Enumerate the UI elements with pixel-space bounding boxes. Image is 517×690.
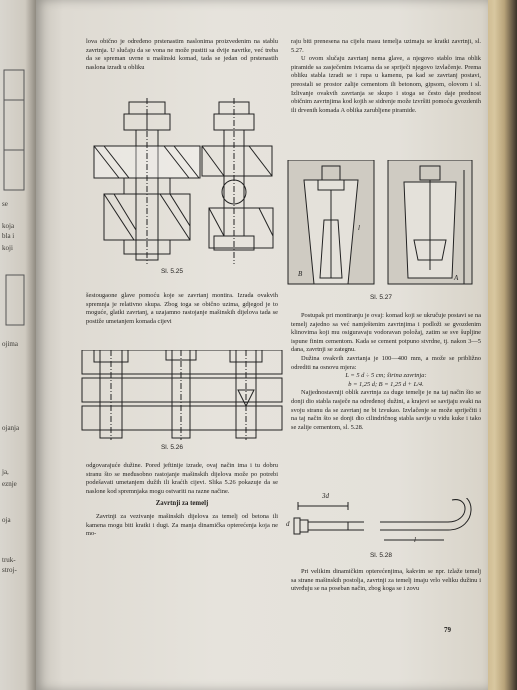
paragraph: raju biti prenesena na cijelu masu temelja uzimaju se kratki zavrtnji, sl. 5.27. bbox=[291, 38, 481, 54]
paragraph: Zavrtnji za vezivanje mašinskih dijelova za temelj od betona ili kamena mogu biti kratki i dugi. Za manja dinamička opterećenja koja ne mo- bbox=[86, 512, 278, 538]
svg-text:l: l bbox=[358, 224, 360, 232]
label-3d: 3d bbox=[322, 492, 329, 500]
column-left-top bbox=[86, 38, 278, 72]
formula: b = 1,25 d; B = 1,25 d + L/4. bbox=[348, 380, 424, 388]
left-fragment: ojanja bbox=[2, 424, 20, 432]
left-fragment: ojima bbox=[2, 340, 18, 348]
section-heading: Zavrtnji za temelj bbox=[155, 500, 209, 508]
formula: L = 5 d ÷ 5 cm; širina zavrtnja: bbox=[345, 372, 427, 380]
svg-text:A: A bbox=[454, 274, 459, 282]
label-l: l bbox=[414, 536, 416, 544]
left-fragment: ja, bbox=[2, 468, 9, 476]
paragraph: lova obično je određeno prstenastim naslonima proizvedenim na stablu zavrtnja. U slučaju da se vona ne može pustiti sa dvije navrtke, već treba da se spreman uvrne u mašinski komad, tada se jedan od prstenastih naslona izradi u obliku bbox=[86, 38, 278, 71]
paragraph: odgovarajuće dužine. Pored jeftinije izrade, ovaj način ima i tu dobru stranu što se međusobno rastojanje mašinskih dijelova može po potrebi podešavati umetanjem dužih ili kraćih cijevi. Slika 5.26 pokazuje da se naslone kod spremnjaka mogu ostvariti na razne načine. bbox=[86, 462, 278, 495]
paragraph: šestougaone glave pomoću koje se zavrtanj montira. Izrada ovakvih spremnja je relativno skupa. Zbog toga se obično uzima, gdjegod je to moguće, glatki zavrtanj, a uzajamno rastojanje mašinskih dijelova tada se postiže umetanjem komada cijevi bbox=[86, 292, 278, 325]
figure-caption: Sl. 5.28 bbox=[369, 552, 393, 559]
column-left-middle bbox=[86, 292, 278, 326]
column-left-bottom bbox=[86, 462, 278, 539]
figure-5-27 bbox=[284, 160, 480, 290]
paragraph: Postupak pri montiranju je ovaj: komad koji se ukručuje postavi se na temelj zajedno sa već namještenim zavrtnjima i podloži se gvozdenim klinovima koji mu osiguravaju vodoravan položaj, zatim se sve šupljine ispune finim cementom. Kada se cement potpuno stvrdne, tj. nakon 3—5 dana, zavrtnji se zategnu. bbox=[291, 312, 481, 354]
page-number: 79 bbox=[444, 626, 451, 634]
left-fragment: oja bbox=[2, 516, 11, 524]
page-edges-right bbox=[485, 0, 517, 690]
figure-5-28 bbox=[284, 498, 480, 548]
left-fragment: koji bbox=[2, 244, 13, 252]
left-fragment: stroj- bbox=[2, 566, 17, 574]
column-right-top bbox=[291, 38, 481, 115]
figure-caption: Sl. 5.26 bbox=[160, 444, 184, 451]
paragraph: Pri velikim dinamičkim opterećenjima, kakvim se npr. izlaže temelj sa strane mašinskih postolja, zavrtnji za temelj imaju vrlo veliku dužinu i utvrđuju se na poseban način, zbog koga se i zovu bbox=[291, 568, 481, 593]
figure-caption: Sl. 5.25 bbox=[160, 268, 184, 275]
column-right-bottom bbox=[291, 568, 481, 594]
figure-5-26 bbox=[76, 350, 286, 440]
left-fragment: bla i bbox=[2, 232, 15, 240]
left-page-edge bbox=[0, 0, 36, 690]
left-fragment: koja bbox=[2, 222, 15, 230]
left-fragment: eznje bbox=[2, 480, 17, 488]
column-right-middle bbox=[291, 312, 481, 432]
figure-caption: Sl. 5.27 bbox=[369, 294, 393, 301]
paragraph: Najjednostavniji oblik zavrtnja za duge temelje je na taj način što se donji dio stabla rasječe na određenoj dužini, a krajevi se savijaju svaki na svoju stranu da se zavrtanj ne bi izvukao. Izvlačenje se može spriječiti i na taj način što se donji dio cilindričnog stabla savije u vidu kuke i tako se zalije cementom, sl. 5.28. bbox=[291, 389, 481, 431]
figure-5-25 bbox=[74, 96, 284, 268]
left-fragment: truk- bbox=[2, 556, 16, 564]
left-page-drawing bbox=[0, 270, 30, 330]
paragraph: U ovom slučaju zavrtanj nema glave, a njegovo stablo ima oblik piramide sa zasječenim ivicama da se spriječi njegovo izvlačenje. Prema obliku stabla izradi se i rupa u kamenu, pa kad se zavrtanj postavi, preostali se prostor zalije cementom ili betonom, gipsom, olovom i sl. Izlivanje ovakvih zavrtanja se skupo i stoga se često daje prednost običnim zavrtnjima kod kojih se sidrenje može izvršiti pomoću gvozdenih ili drvenih komada A oblika zarubljene piramide. bbox=[291, 55, 481, 114]
paragraph: Dužina ovakvih zavrtanja je 100—400 mm, a može se približno odrediti na osnovu mjera: bbox=[291, 354, 481, 371]
left-page-drawing bbox=[0, 60, 30, 200]
left-fragment: se bbox=[2, 200, 8, 208]
book-page bbox=[36, 0, 488, 690]
label-d: d bbox=[286, 520, 290, 528]
svg-text:B: B bbox=[298, 270, 303, 278]
